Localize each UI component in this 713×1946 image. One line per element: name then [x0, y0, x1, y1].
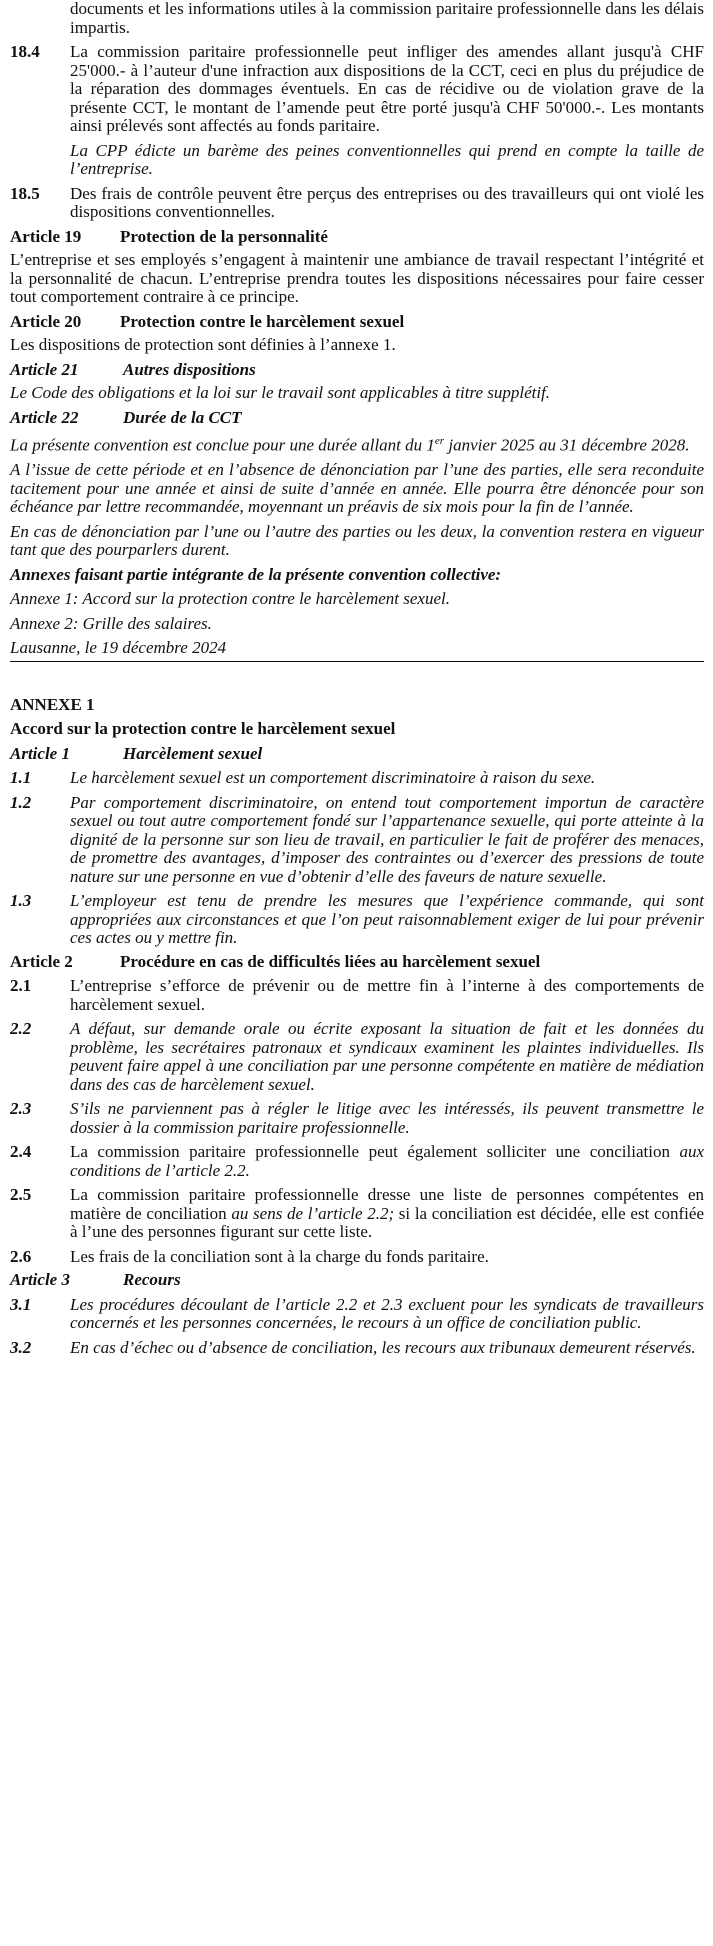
article-label: Article 2 — [10, 951, 73, 971]
clause-2-4 — [10, 1143, 704, 1180]
article-22-heading — [10, 409, 704, 428]
clause-3-1 — [10, 1296, 704, 1333]
section-note: La CPP édicte un barème des peines conventionnelles qui prend en compte la taille de l’entreprise. — [70, 140, 704, 178]
article-title: Protection de la personnalité — [120, 226, 328, 246]
divider — [10, 661, 704, 662]
place-and-date: Lausanne, le 19 décembre 2024 — [10, 638, 227, 658]
text-part: La présente convention est conclue pour une durée allant du 1 — [10, 435, 435, 455]
article-22-paragraph-1 — [10, 432, 704, 455]
clause-2-3 — [10, 1100, 704, 1137]
section-text: Des frais de contrôle peuvent être perçus des entreprises ou des travailleurs qui ont violé les dispositions conventionnelles. — [70, 183, 704, 221]
clause-number: 2.1 — [10, 976, 32, 996]
article-title: Harcèlement sexuel — [123, 743, 263, 763]
annexe-2-reference: Annexe 2: Grille des salaires. — [10, 613, 212, 633]
clause-number: 2.5 — [10, 1185, 32, 1205]
article-label: Article 19 — [10, 226, 82, 246]
clause-1-1 — [10, 769, 704, 788]
annexe-article-3-heading — [10, 1271, 704, 1290]
clause-number: 2.6 — [10, 1246, 32, 1266]
clause-number: 1.1 — [10, 768, 32, 788]
clause-text: A défaut, sur demande orale ou écrite exposant la situation de fait et les données du problème, les secrétaires patronaux et syndicaux examinent les plaintes individuelles. Ils peuvent faire appel à une conciliation par une personne compétente en matière de médiation dans des cas de harcèlement sexuel. — [70, 1019, 704, 1094]
article-22-paragraph-3: En cas de dénonciation par l’une ou l’autre des parties ou les deux, la convention restera en vigueur tant que des pourparlers durent. — [10, 521, 704, 560]
annexe-1-title: ANNEXE 1 — [10, 694, 95, 714]
clause-number: 2.3 — [10, 1099, 32, 1119]
clause-1-2 — [10, 794, 704, 887]
section-number: 18.5 — [10, 183, 40, 203]
clause-text: S’ils ne parviennent pas à régler le litige avec les intéressés, ils peuvent transmettre le dossier à la commission paritaire professionnelle. — [70, 1099, 704, 1137]
clause-number: 3.1 — [10, 1294, 32, 1314]
annexe-1-reference: Annexe 1: Accord sur la protection contre le harcèlement sexuel. — [10, 589, 450, 609]
clause-text: Les frais de la conciliation sont à la charge du fonds paritaire. — [70, 1246, 489, 1266]
section-text: La commission paritaire professionnelle peut infliger des amendes allant jusqu'à CHF 25'000.- à l’auteur d'une infraction aux dispositions de la CCT, ceci en plus du préjudice de la réparation des dommages éventuels. En cas de récidive ou de violation grave de la présente CCT, le montant de l’amende peut être porté jusqu'à CHF 50'000.-. Les montants ainsi prélevés sont affectés au fonds paritaire. — [70, 42, 704, 135]
article-21-heading — [10, 361, 704, 380]
article-title: Procédure en cas de difficultés liées au harcèlement sexuel — [120, 951, 541, 971]
annexe-article-1-heading — [10, 745, 704, 764]
superscript: er — [434, 435, 445, 447]
article-19-heading — [10, 228, 704, 247]
clause-number: 1.2 — [10, 792, 32, 812]
clause-2-6 — [10, 1248, 704, 1267]
article-22-paragraph-2: A l’issue de cette période et en l’absence de dénonciation par l’une des parties, elle sera reconduite tacitement pour une année et ainsi de suite d’année en année. Elle pourra être dénoncée pour son échéance par lettre recommandée, moyennant un préavis de six mois pour la fin de l’année. — [10, 460, 704, 517]
clause-text: L’entreprise s’efforce de prévenir ou de mettre fin à l’interne à des comportements de harcèlement sexuel. — [70, 976, 704, 1014]
clause-text — [70, 1143, 704, 1180]
text-part-italic: aux conditions de l’article 2.2. — [70, 1142, 704, 1180]
document-page — [10, 0, 704, 1357]
clause-1-3 — [10, 892, 704, 948]
clause-number: 1.3 — [10, 891, 32, 911]
article-19-text: L’entreprise et ses employés s’engagent à maintenir une ambiance de travail respectant l’intégrité et la personnalité de chacun. L’entreprise prendra toutes les dispositions nécessaires pour faire cesser tout comportement contraire à ce principe. — [10, 250, 704, 306]
section-18-4 — [10, 43, 704, 179]
clause-text: Les procédures découlant de l’article 2.2 et 2.3 excluent pour les syndicats de travailleurs concernés et les personnes concernées, le recours à un office de conciliation public. — [70, 1294, 704, 1333]
article-title: Autres dispositions — [123, 359, 256, 379]
annexe-article-2-heading — [10, 953, 704, 972]
section-18-3-continuation: documents et les informations utiles à la commission paritaire professionnelle dans les délais impartis. — [70, 0, 704, 37]
clause-text: Le harcèlement sexuel est un comportement discriminatoire à raison du sexe. — [70, 768, 596, 788]
article-label: Article 1 — [10, 743, 70, 763]
section-number: 18.4 — [10, 42, 40, 61]
article-title: Durée de la CCT — [123, 407, 242, 427]
clause-number: 2.4 — [10, 1142, 32, 1162]
article-20-text: Les dispositions de protection sont définies à l’annexe 1. — [10, 335, 396, 354]
article-title: Recours — [123, 1270, 181, 1290]
article-label: Article 21 — [10, 359, 79, 379]
clause-text: Par comportement discriminatoire, on entend tout comportement importun de caractère sexuel ou tout autre comportement fondé sur l’appartenance sexuelle, qui porte atteinte à la dignité de la personne sur son lieu de travail, en particulier le fait de proférer des menaces, de promettre des avantages, d’imposer des contraintes ou d’exercer des pressions de toute nature sur une personne en vue d’obtenir d’elle des faveurs de nature sexuelle. — [70, 792, 704, 886]
article-label: Article 22 — [10, 407, 79, 427]
clause-text: L’employeur est tenu de prendre les mesures que l’expérience commande, qui sont appropriées aux circonstances et que l’on peut raisonnablement exiger de lui pour prévenir ces actes ou y mettre fin. — [70, 891, 704, 948]
clause-2-1 — [10, 977, 704, 1014]
text-part: si la conciliation est décidée, elle est confiée à l’une des personnes figurant sur cette liste. — [70, 1203, 704, 1242]
annexe-1-subtitle: Accord sur la protection contre le harcèlement sexuel — [10, 719, 396, 739]
article-label: Article 3 — [10, 1270, 70, 1290]
clause-number: 2.2 — [10, 1019, 32, 1039]
clause-2-5 — [10, 1186, 704, 1242]
clause-text: En cas d’échec ou d’absence de conciliation, les recours aux tribunaux demeurent réservés. — [70, 1337, 696, 1357]
clause-2-2 — [10, 1020, 704, 1094]
article-label: Article 20 — [10, 311, 82, 331]
section-18-5 — [10, 185, 704, 222]
article-21-text: Le Code des obligations et la loi sur le travail sont applicables à titre supplétif. — [10, 383, 551, 402]
article-title: Protection contre le harcèlement sexuel — [120, 311, 405, 331]
text-part: La commission paritaire professionnelle dresse une liste de personnes compétentes en matière de conciliation — [70, 1185, 704, 1223]
annexes-heading: Annexes faisant partie intégrante de la présente convention collective: — [10, 564, 502, 584]
article-20-heading — [10, 313, 704, 332]
text-part-italic: au sens de l’article 2.2; — [231, 1203, 395, 1223]
text-part: La commission paritaire professionnelle peut également solliciter une conciliation — [70, 1142, 680, 1162]
clause-number: 3.2 — [10, 1337, 32, 1357]
clause-text — [70, 1186, 704, 1242]
clause-3-2 — [10, 1339, 704, 1358]
text-part: janvier 2025 au 31 décembre 2028. — [444, 435, 690, 455]
